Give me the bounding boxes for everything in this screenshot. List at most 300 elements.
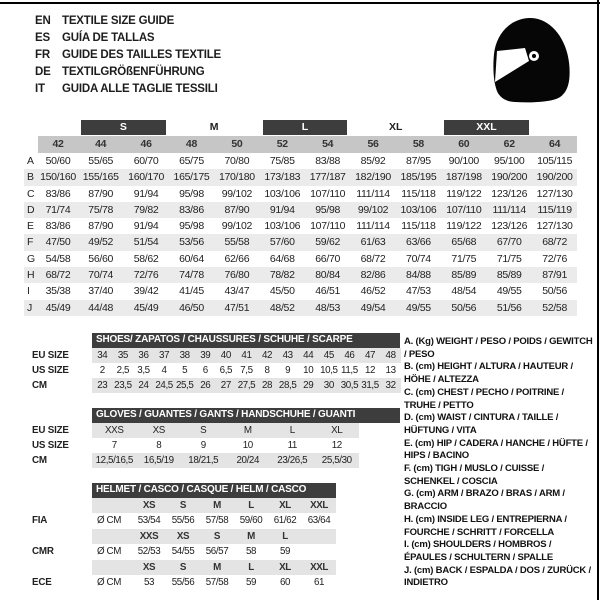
shoes-row (30, 348, 401, 363)
helmet-size-header (302, 529, 336, 545)
helmet-value: 54/55 (171, 546, 195, 557)
measure-value: 50/56 (451, 301, 477, 314)
legend-item: F. (cm) TIGH / MUSLO / CUISSE / SCHENKEL / COSCIA (404, 463, 545, 487)
measure-value: 44/48 (88, 301, 114, 314)
shoes-row-label: EU SIZE (32, 349, 69, 361)
helmet-size-header: S (166, 498, 200, 514)
measure-value: 55/58 (224, 236, 250, 249)
measure-value: 115/118 (401, 187, 436, 200)
measure-value: 46/52 (360, 285, 386, 298)
measure-value: 87/90 (88, 220, 114, 233)
gloves-table (30, 408, 400, 468)
size-group-row (24, 120, 577, 135)
measure-value: 65/68 (451, 236, 477, 249)
measure-value: 177/187 (309, 171, 346, 184)
measure-value: 119/122 (446, 187, 482, 200)
shoes-value: 47 (360, 348, 381, 363)
shoes-value: 29 (298, 378, 319, 393)
measure-row-label: G (27, 252, 35, 265)
helmet-value: 61 (313, 577, 325, 588)
helmet-unit-spacer (92, 529, 132, 545)
shoes-value: 28,5 (278, 379, 297, 391)
measure-row (24, 153, 577, 169)
shoes-value: 2 (99, 364, 105, 376)
shoes-value: 36 (133, 348, 154, 363)
helmet-cert-label: ECE (32, 577, 52, 588)
helmet-size-header: XXL (302, 498, 336, 514)
shoes-value: 35 (113, 348, 134, 363)
measure-value: 160/170 (128, 171, 165, 184)
measure-value: 47/51 (224, 301, 250, 314)
measure-value: 99/102 (221, 220, 253, 233)
measure-value: 115/119 (537, 203, 572, 216)
measure-value: 155/165 (82, 171, 119, 184)
shoes-row-label: US SIZE (32, 364, 69, 376)
size-group-m: M (209, 121, 219, 133)
measure-value: 111/114 (356, 187, 390, 200)
gloves-value: 10 (242, 439, 253, 451)
measure-row-label: E (27, 220, 34, 233)
measure-value: 41/45 (179, 285, 204, 298)
measure-value: 55/65 (88, 155, 114, 167)
measure-value: 61/63 (360, 236, 386, 249)
measure-value: 71/75 (451, 252, 477, 265)
shoes-value: 28 (257, 378, 278, 393)
measure-value: 87/95 (406, 155, 431, 167)
legend (404, 336, 596, 590)
legend-item: A. (Kg) WEIGHT / PESO / POIDS / GEWITCH / PESO (404, 336, 593, 360)
legend-item: I. (cm) SHOULDERS / HOMBROS / ÉPAULES / SCHULTERN / SPALLE (404, 539, 554, 563)
language-title: GUIDA ALLE TAGLIE TESSILI (62, 83, 218, 95)
measure-row (24, 234, 577, 250)
measure-value: 70/74 (406, 252, 431, 265)
size-group-xl: XL (389, 121, 403, 133)
shoes-value: 12 (364, 364, 376, 376)
measure-value: 46/50 (179, 301, 204, 314)
measure-value: 48/53 (315, 301, 341, 314)
measure-value: 83/86 (45, 187, 71, 200)
group-spacer (24, 120, 78, 135)
helmet-size-header: S (166, 560, 200, 576)
shoes-value: 6 (202, 364, 208, 376)
measure-value: 103/106 (264, 187, 301, 200)
helmet-table (30, 483, 336, 591)
measure-row (24, 202, 577, 218)
language-code: EN (35, 15, 51, 27)
measure-value: 170/180 (218, 171, 255, 184)
gloves-value: 11 (287, 439, 297, 451)
helmet-size-header: M (234, 529, 268, 545)
size-col-header: 52 (260, 136, 305, 153)
legend-item: J. (cm) BACK / ESPALDA / DOS / ZURÜCK / INDIETRO (404, 564, 591, 589)
helmet-value: 58 (245, 546, 257, 557)
measure-value: 107/110 (310, 187, 346, 200)
helmet-size-header: XL (268, 498, 302, 514)
measure-value: 190/200 (491, 171, 528, 184)
measure-value: 119/122 (446, 220, 482, 233)
shoes-value: 30 (319, 378, 340, 393)
measure-value: 72/76 (133, 269, 159, 282)
shoes-value: 30,5 (340, 379, 359, 391)
measure-value: 75/78 (88, 203, 114, 216)
gloves-value: M (226, 423, 271, 438)
measure-value: 91/94 (133, 220, 159, 233)
shoes-row (30, 378, 401, 393)
legend-item: E. (cm) HIP / CADERA / HANCHE / HÜFTE / HIPS / BACINO (404, 437, 588, 462)
gloves-value: XS (137, 423, 182, 438)
measure-value: 123/126 (491, 187, 528, 200)
shoes-value: 48 (380, 348, 401, 363)
measure-value: 67/70 (496, 236, 522, 249)
measure-row (24, 300, 577, 316)
helmet-value: 59 (279, 546, 291, 557)
measure-value: 62/66 (224, 252, 250, 265)
gloves-value: 7 (111, 439, 117, 451)
measure-value: 165/175 (173, 171, 210, 184)
measure-value: 37/40 (88, 285, 114, 298)
shoes-value: 10,5 (320, 364, 338, 376)
shoes-value: 23 (92, 378, 113, 393)
measure-value: 95/98 (315, 203, 341, 216)
shoes-value: 3,5 (137, 364, 150, 376)
measure-value: 187/198 (445, 171, 482, 184)
measure-value: 49/52 (88, 236, 114, 249)
language-row (35, 64, 221, 81)
measure-value: 52/58 (542, 301, 567, 314)
gloves-value: 12 (331, 439, 342, 451)
language-code: IT (35, 83, 45, 95)
measure-value: 84/88 (406, 269, 431, 282)
gloves-value: L (270, 423, 315, 438)
helmet-value: 52/53 (137, 546, 161, 557)
size-col-header: 50 (214, 136, 259, 153)
helmet-size-row (30, 560, 336, 576)
measure-value: 43/47 (224, 285, 250, 298)
measure-value: 68/72 (360, 252, 386, 265)
language-title: GUÍA DE TALLAS (62, 32, 155, 44)
diameter-unit-label: Ø CM (97, 515, 121, 526)
gloves-row-label: US SIZE (32, 439, 69, 451)
shoes-value: 6,5 (219, 364, 233, 376)
shoes-value: 43 (277, 348, 298, 363)
size-col-header: 64 (532, 136, 577, 153)
measure-value: 56/60 (88, 252, 114, 265)
measure-value: 83/86 (179, 203, 204, 216)
shoes-value: 39 (195, 348, 216, 363)
measure-row (24, 283, 577, 299)
measure-row-label: I (27, 285, 30, 298)
measure-value: 83/88 (315, 155, 341, 167)
size-col-header: 56 (350, 136, 395, 153)
helmet-size-row (30, 498, 336, 514)
language-code: DE (35, 66, 51, 78)
measure-row-label: F (27, 236, 34, 249)
gloves-value: XXS (92, 423, 137, 438)
helmet-value (302, 544, 336, 560)
helmet-value: 55/56 (171, 577, 195, 588)
shoes-section-header: SHOES/ ZAPATOS / CHAUSSURES / SCHUHE / SCARPE (92, 333, 400, 348)
helmet-size-header: XS (166, 529, 200, 545)
measure-row (24, 267, 577, 283)
shoes-value: 26 (195, 378, 216, 393)
shoes-table (30, 333, 401, 393)
helmet-value: 60 (279, 577, 291, 588)
measure-value: 95/100 (494, 155, 525, 167)
shoes-row (30, 363, 401, 378)
language-title: GUIDE DES TAILLES TEXTILE (62, 49, 221, 61)
shoes-row-label: CM (32, 379, 47, 391)
measure-value: 68/72 (542, 236, 567, 249)
language-code: FR (35, 49, 50, 61)
measure-value: 58/62 (133, 252, 159, 265)
shoes-value: 38 (174, 348, 195, 363)
size-col-header: 62 (487, 136, 532, 153)
helmet-unit-spacer (92, 560, 132, 576)
measure-value: 127/130 (536, 220, 573, 233)
measure-value: 95/98 (179, 187, 204, 200)
measure-value: 127/130 (536, 187, 573, 200)
measure-value: 46/51 (315, 285, 341, 298)
measure-value: 63/66 (406, 236, 431, 249)
helmet-size-header: XS (132, 560, 166, 576)
legend-item: H. (cm) INSIDE LEG / ENTREPIERNA / FOURCHE / SCHRITT / FORCELLA (404, 513, 567, 538)
helmet-size-row-spacer (30, 498, 92, 514)
helmet-icon (489, 16, 573, 109)
size-col-header: 60 (441, 136, 486, 153)
measure-value: 71/75 (496, 252, 522, 265)
gloves-row (30, 453, 400, 468)
measure-value: 78/82 (269, 269, 295, 282)
measure-value: 49/54 (360, 301, 386, 314)
measure-value: 39/42 (133, 285, 159, 298)
measure-value: 107/110 (446, 203, 482, 216)
measure-value: 68/72 (45, 269, 71, 282)
measure-value: 90/100 (448, 155, 479, 167)
shoes-value: 8 (264, 364, 270, 376)
measure-value: 70/80 (224, 155, 250, 167)
legend-item: C. (cm) CHEST / PECHO / POITRINE / TRUHE / PETTO (404, 386, 564, 411)
gloves-row (30, 423, 400, 438)
shoes-value: 11,5 (341, 364, 358, 376)
measure-value: 45/49 (45, 301, 71, 314)
helmet-size-header: S (200, 529, 234, 545)
shoes-value: 27,5 (237, 379, 256, 391)
helmet-value-row (30, 544, 336, 560)
language-row (35, 30, 221, 47)
measure-value: 99/102 (357, 203, 389, 216)
helmet-size-header: XL (268, 560, 302, 576)
measure-value: 123/126 (491, 220, 528, 233)
measure-value: 80/84 (315, 269, 341, 282)
helmet-size-row-spacer (30, 529, 92, 545)
helmet-cert-label: FIA (32, 515, 48, 526)
size-col-header: 54 (305, 136, 350, 153)
shoes-value: 10 (303, 364, 314, 376)
measure-row (24, 186, 577, 202)
measure-value: 107/110 (310, 220, 346, 233)
shoes-value: 32 (380, 378, 401, 393)
measure-value: 150/160 (40, 171, 76, 184)
shoes-value: 4 (161, 364, 167, 376)
helmet-value: 56/57 (205, 546, 229, 557)
measure-value: 185/195 (400, 171, 437, 184)
measure-value: 87/90 (88, 187, 114, 200)
shoes-value: 23,5 (114, 379, 132, 391)
shoes-value: 24 (133, 378, 154, 393)
measure-value: 173/183 (264, 171, 301, 184)
language-title: TEXTILE SIZE GUIDE (62, 15, 175, 27)
measure-value: 75/85 (269, 155, 295, 167)
measure-value: 60/64 (179, 252, 204, 265)
shoes-value: 13 (385, 364, 396, 376)
gloves-value: 16,5/19 (137, 453, 182, 468)
shoes-value: 41 (236, 348, 257, 363)
measure-value: 45/49 (133, 301, 159, 314)
top-border (0, 2, 600, 4)
gloves-row-label: CM (32, 454, 47, 466)
measure-row (24, 169, 577, 185)
measure-value: 83/86 (45, 220, 71, 233)
measure-value: 66/70 (315, 252, 341, 265)
helmet-size-header: XXS (132, 529, 166, 545)
helmet-size-header: XXL (302, 560, 336, 576)
measure-value: 54/58 (45, 252, 71, 265)
measure-value: 45/50 (269, 285, 295, 298)
gloves-row (30, 438, 400, 453)
size-col-header: 46 (123, 136, 168, 153)
helmet-cert-label: CMR (32, 546, 54, 557)
measure-value: 99/102 (221, 187, 253, 200)
helmet-value: 59 (245, 577, 257, 588)
measure-value: 65/75 (179, 155, 204, 167)
shoes-value: 42 (257, 348, 278, 363)
measure-row-label: D (27, 203, 35, 216)
helmet-size-row (30, 529, 336, 545)
helmet-value: 55/56 (171, 515, 195, 526)
measure-value: 74/78 (179, 269, 204, 282)
measure-row-label: J (27, 301, 32, 314)
measure-row (24, 251, 577, 267)
helmet-size-header: L (234, 560, 268, 576)
measure-row (24, 218, 577, 234)
measure-value: 57/60 (269, 236, 295, 249)
measure-value: 47/50 (45, 236, 71, 249)
measure-value: 91/94 (133, 187, 159, 200)
gloves-value: S (181, 423, 226, 438)
shoes-value: 2,5 (116, 364, 130, 376)
size-group-l: L (263, 120, 348, 135)
helmet-value: 57/58 (205, 577, 229, 588)
measure-value: 85/92 (360, 155, 386, 167)
helmet-value-row (30, 513, 336, 529)
measure-row-label: A (27, 155, 34, 167)
measure-value: 64/68 (269, 252, 295, 265)
shoes-value: 40 (216, 348, 237, 363)
helmet-value-row (30, 575, 336, 591)
measure-value: 48/52 (269, 301, 295, 314)
measure-value: 103/106 (264, 220, 301, 233)
size-group-s: S (81, 120, 166, 135)
measure-value: 82/86 (360, 269, 386, 282)
measure-value: 87/91 (542, 269, 567, 282)
gloves-value: 12,5/16,5 (92, 453, 137, 468)
diameter-unit-label: Ø CM (97, 546, 121, 557)
gloves-value: 25,5/30 (315, 453, 360, 468)
language-code: ES (35, 32, 50, 44)
size-col-header: 58 (396, 136, 441, 153)
measure-value: 47/53 (406, 285, 431, 298)
legend-item: D. (cm) WAIST / CINTURA / TAILLE / HÜFTUNG / VITA (404, 412, 559, 436)
gloves-value: 23/26,5 (270, 453, 315, 468)
measure-value: 103/106 (400, 203, 437, 216)
measure-value: 50/60 (45, 155, 71, 167)
helmet-value: 53 (143, 577, 155, 588)
shoes-value: 24,5 (155, 379, 173, 391)
helmet-unit-spacer (92, 498, 132, 514)
language-title: TEXTILGRÖßENFÜHRUNG (62, 66, 205, 78)
measure-value: 53/56 (179, 236, 204, 249)
measure-value: 76/80 (224, 269, 250, 282)
helmet-value: 61/62 (273, 515, 297, 526)
helmet-value: 57/58 (205, 515, 229, 526)
measure-value: 79/82 (133, 203, 159, 216)
measure-value: 49/55 (406, 301, 431, 314)
measure-value: 49/55 (496, 285, 522, 298)
language-list (35, 13, 221, 98)
size-col-header: 44 (78, 136, 123, 153)
shoes-value: 44 (298, 348, 319, 363)
shoes-value: 31,5 (361, 379, 379, 391)
size-row-spacer (24, 136, 38, 153)
helmet-value: 63/64 (307, 515, 331, 526)
helmet-size-header: M (200, 498, 234, 514)
measure-value: 48/54 (451, 285, 477, 298)
shoes-value: 7,5 (240, 364, 253, 376)
measure-value: 60/70 (133, 155, 159, 167)
measure-value: 59/62 (315, 236, 341, 249)
helmet-size-header: L (268, 529, 302, 545)
gloves-value: 18/21,5 (181, 453, 226, 468)
shoes-value: 46 (339, 348, 360, 363)
right-border (597, 0, 599, 600)
measure-value: 115/118 (401, 220, 436, 233)
helmet-size-header: M (200, 560, 234, 576)
helmet-size-row-spacer (30, 560, 92, 576)
size-group-xxl: XXL (444, 120, 529, 135)
diameter-unit-label: Ø CM (97, 577, 121, 588)
helmet-value: 59/60 (239, 515, 263, 526)
legend-item: B. (cm) HEIGHT / ALTURA / HAUTEUR / HÖHE / ALTEZZA (404, 361, 573, 386)
shoes-value: 25,5 (175, 379, 194, 391)
gloves-section-header: GLOVES / GUANTES / GANTS / HANDSCHUHE / GUANTI (92, 408, 400, 423)
measure-value: 91/94 (269, 203, 295, 216)
gloves-row-label: EU SIZE (32, 424, 69, 436)
group-spacer-end (532, 120, 577, 135)
measure-value: 85/89 (451, 269, 477, 282)
measure-value: 190/200 (536, 171, 573, 184)
shoes-value: 27 (216, 378, 237, 393)
measure-value: 85/89 (496, 269, 522, 282)
measure-value: 50/56 (542, 285, 567, 298)
main-size-table (24, 120, 577, 316)
language-row (35, 47, 221, 64)
helmet-size-header: XS (132, 498, 166, 514)
measure-row-label: H (27, 269, 35, 282)
size-col-header: 42 (38, 136, 78, 153)
measure-row-label: C (27, 187, 35, 200)
measure-value: 111/114 (492, 203, 526, 216)
shoes-value: 34 (92, 348, 113, 363)
